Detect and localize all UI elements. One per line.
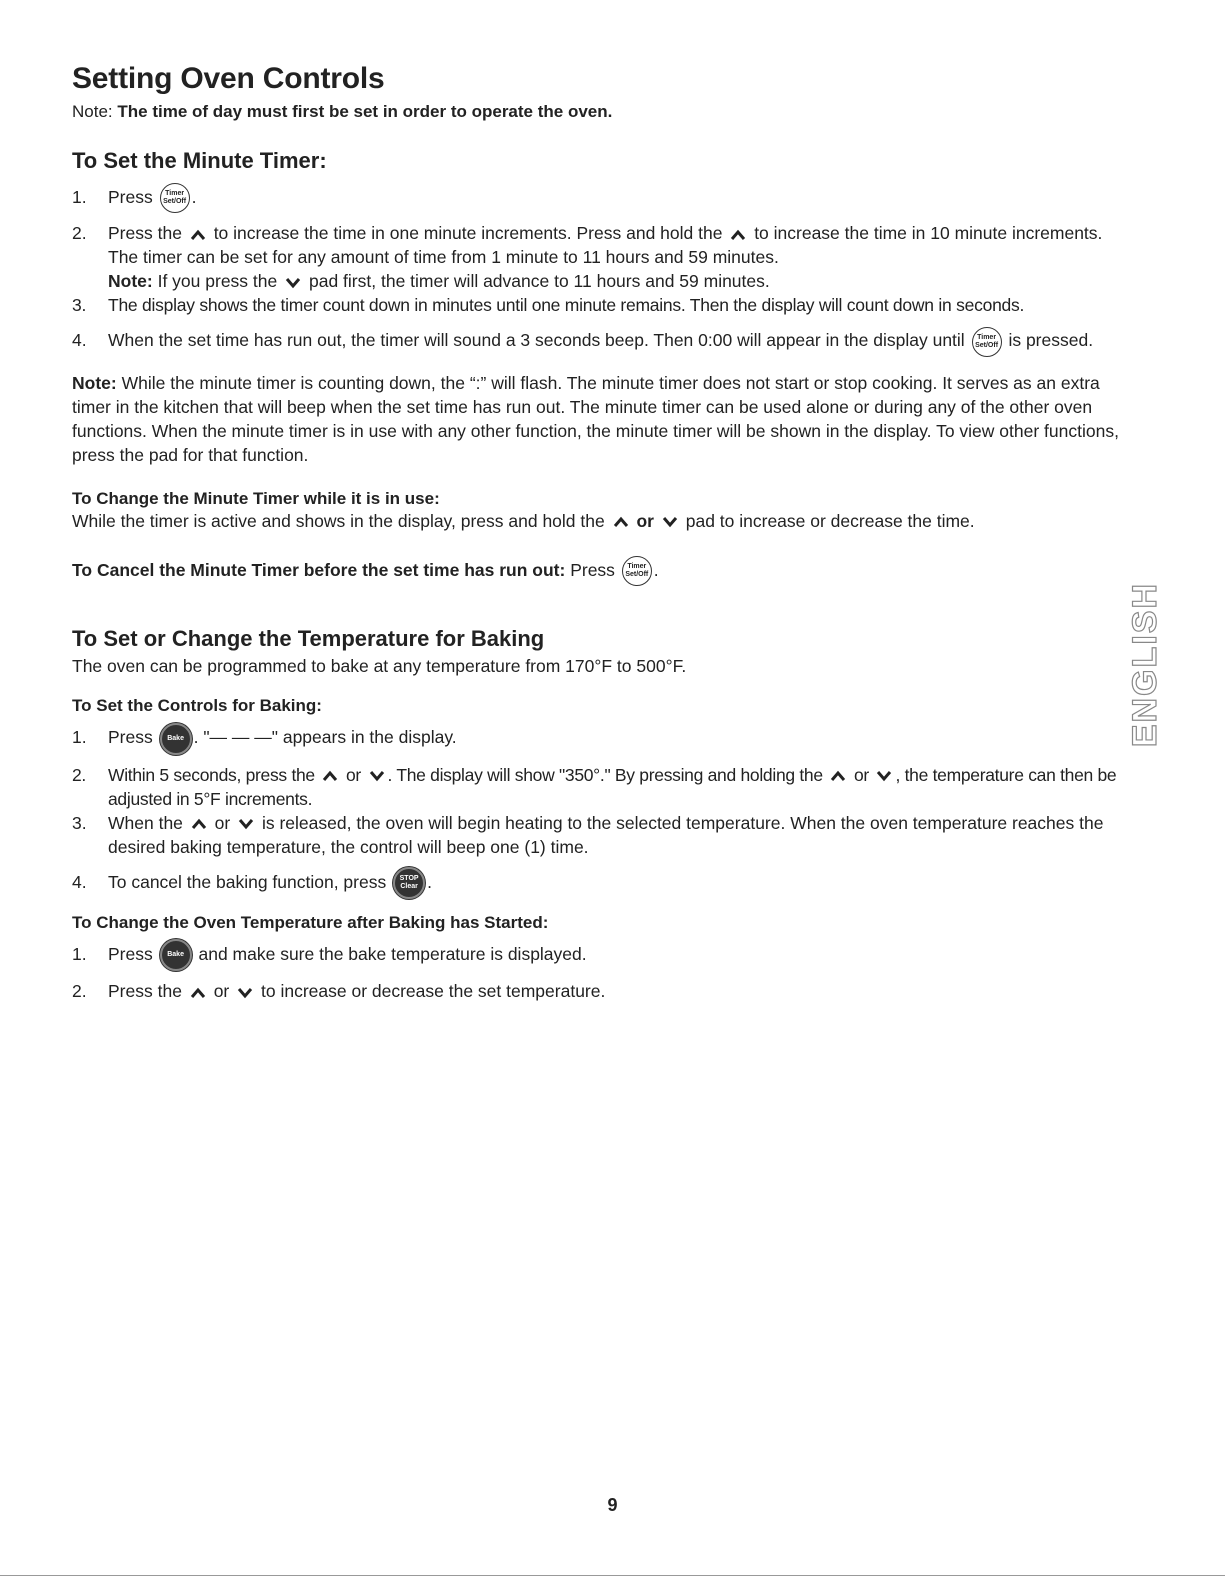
down-arrow-icon xyxy=(285,277,301,289)
page-title: Setting Oven Controls xyxy=(72,62,385,95)
list-item: 3. The display shows the timer count down in minutes until one minute remains. Then the display will count down in seconds. xyxy=(72,295,1025,316)
timer-set-off-button-icon: Timer Set/Off xyxy=(622,556,652,586)
up-arrow-icon xyxy=(730,229,746,241)
stop-clear-button-icon: STOP Clear xyxy=(393,867,425,899)
up-arrow-icon xyxy=(191,818,207,830)
list-item: 4. To cancel the baking function, press STOP Clear . xyxy=(72,867,1132,899)
bake-button-icon: Bake xyxy=(160,939,192,971)
timer-set-off-button-icon: Timer Set/Off xyxy=(160,183,190,213)
down-arrow-icon xyxy=(369,770,385,782)
manual-page xyxy=(72,62,1132,1003)
minute-timer-heading: To Set the Minute Timer: xyxy=(72,148,327,173)
baking-steps xyxy=(72,722,1132,899)
down-arrow-icon xyxy=(876,770,892,782)
list-item: 2. Press the or to increase or decrease the set temperature. xyxy=(72,981,606,1002)
page-number: 9 xyxy=(607,1495,618,1515)
side-language-tab: ENGLISH xyxy=(1125,582,1164,748)
baking-heading: To Set or Change the Temperature for Baking xyxy=(72,626,545,652)
list-item: 1. Press Timer Set/Off . xyxy=(72,182,1132,213)
up-arrow-icon xyxy=(830,770,846,782)
list-item: 1. Press Bake . "— — —" appears in the display. xyxy=(72,722,1132,754)
list-item: 3. When the or is released, the oven will begin heating to the selected temperature. When the oven temperature reaches the desired baking temperature, the control will beep one (1) time. xyxy=(72,812,1104,857)
bake-button-icon: Bake xyxy=(160,723,192,755)
list-item: 2. Press the to increase the time in one minute increments. Press and hold the to increase the time in 10 minute increments. The timer can be set for any amount of time from 1 minute to 11 hours and 59 minutes. Note: If you press the pad first, the timer will advance to 11 hours and 59 minutes. xyxy=(72,223,1103,292)
up-arrow-icon xyxy=(613,516,629,528)
change-timer-heading: To Change the Minute Timer while it is in use: xyxy=(72,488,440,508)
list-item: 2. Within 5 seconds, press the or . The display will show "350°." By pressing and holding the or , the temperature can then be adjusted in 5°F increments. xyxy=(72,764,1117,809)
cancel-timer-text: To Cancel the Minute Timer before the set time has run out: Press Timer Set/Off . xyxy=(72,555,1132,586)
change-temp-steps xyxy=(72,939,1132,1003)
set-baking-heading: To Set the Controls for Baking: xyxy=(72,696,322,716)
baking-intro: The oven can be programmed to bake at any temperature from 170°F to 500°F. xyxy=(72,656,687,677)
list-item: 4. When the set time has run out, the timer will sound a 3 seconds beep. Then 0:00 will appear in the display until Timer Set/Off is pressed. xyxy=(72,325,1132,356)
up-arrow-icon xyxy=(190,987,206,999)
change-timer-text: While the timer is active and shows in the display, press and hold the or pad to increase or decrease the time. xyxy=(72,510,975,531)
up-arrow-icon xyxy=(190,229,206,241)
list-item: 1. Press Bake and make sure the bake temperature is displayed. xyxy=(72,939,1132,971)
timer-set-off-button-icon: Timer Set/Off xyxy=(972,327,1002,357)
down-arrow-icon xyxy=(662,516,678,528)
minute-timer-note: Note: While the minute timer is counting down, the “:” will flash. The minute timer does not start or stop cooking. It serves as an extra timer in the kitchen that will beep when the set time has run out. The minute timer can be used alone or during any of the other oven functions. When the minute timer is in use with any other function, the minute timer will be shown in the display. To view other functions, press the pad for that function. xyxy=(72,372,1119,465)
bottom-divider xyxy=(0,1575,1225,1576)
down-arrow-icon xyxy=(237,987,253,999)
minute-timer-steps xyxy=(72,182,1132,357)
top-note: Note: The time of day must first be set in order to operate the oven. xyxy=(72,102,613,121)
up-arrow-icon xyxy=(322,770,338,782)
change-temp-heading: To Change the Oven Temperature after Baking has Started: xyxy=(72,912,549,932)
down-arrow-icon xyxy=(238,818,254,830)
